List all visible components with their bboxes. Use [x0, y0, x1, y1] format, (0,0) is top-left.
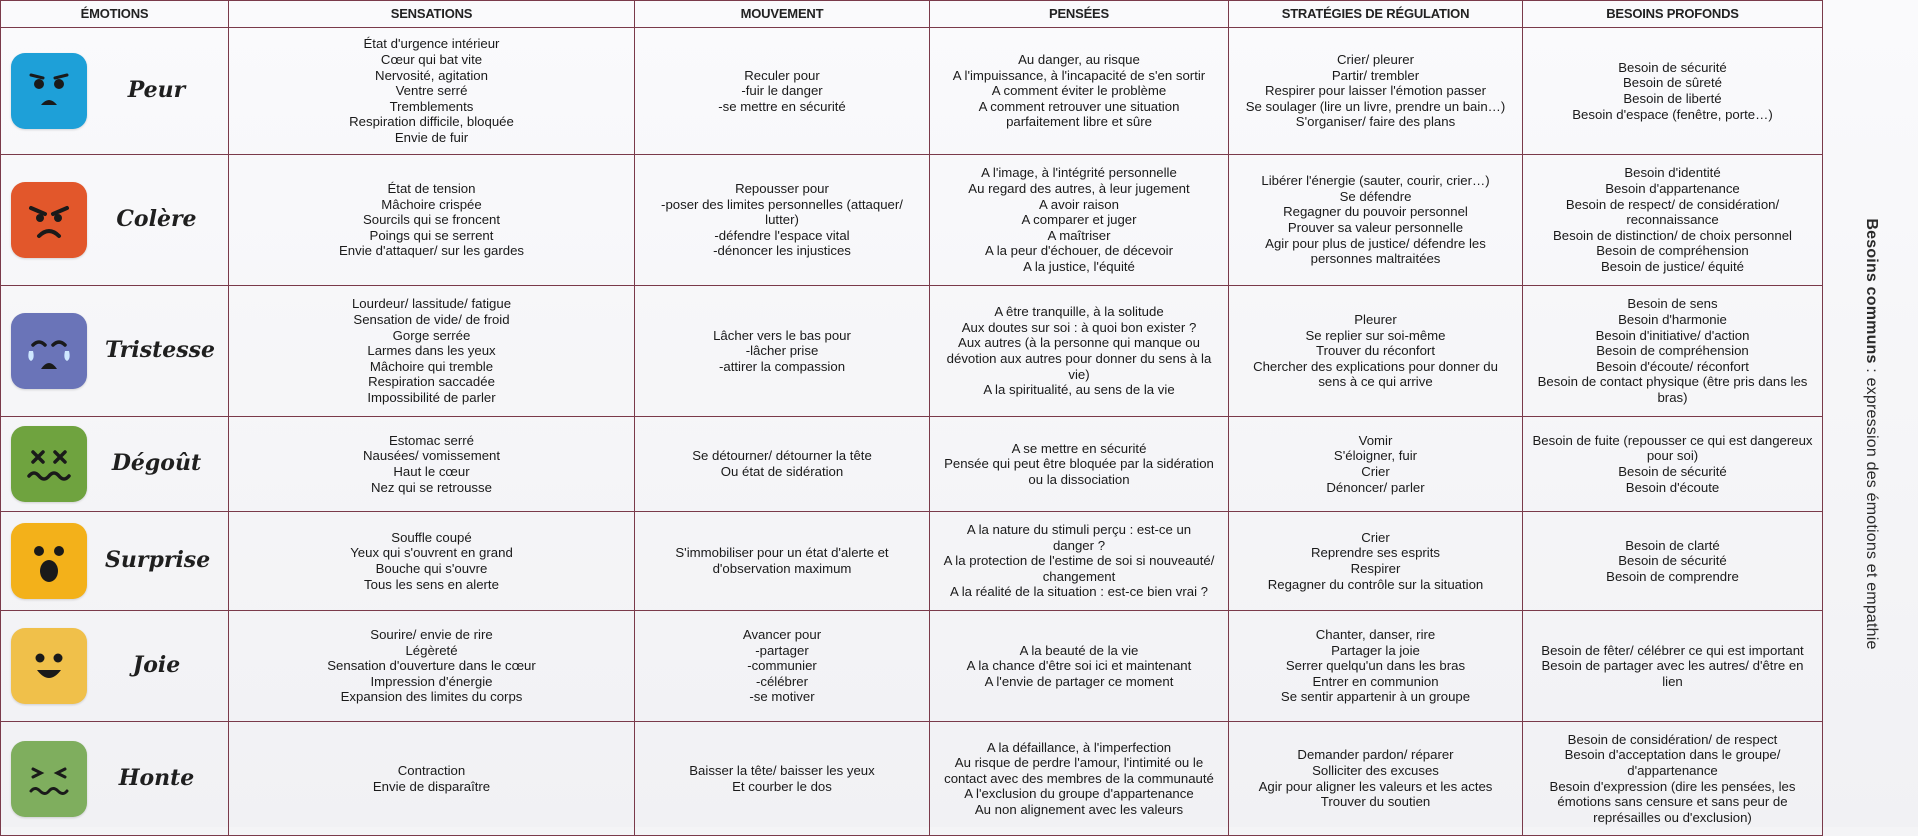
emotion-name: Joie	[132, 652, 181, 679]
pensees-cell: A se mettre en sécurité Pensée qui peut être bloquée par la sidération ou la dissociation	[930, 417, 1229, 512]
strategies-cell: Crier/ pleurer Partir/ trembler Respirer pour laisser l'émotion passer Se soulager (lire un livre, prendre un bain…) S'organiser/ faire des plans	[1229, 28, 1523, 155]
besoins-cell: Besoin de considération/ de respect Besoin d'acceptation dans le groupe/ d'appartenance Besoin d'expression (dire les pensées, les émotions sans censure et sans peur de représailles ou d'exclusion)	[1523, 722, 1823, 836]
scared-face-icon	[11, 53, 87, 129]
pensees-cell: A l'image, à l'intégrité personnelle Au regard des autres, à leur jugement A avoir raison A comparer et juger A maîtriser A la peur d'échouer, de décevoir A la justice, l'équité	[930, 155, 1229, 286]
sensations-cell: Estomac serré Nausées/ vomissement Haut le cœur Nez qui se retrousse	[229, 417, 635, 512]
emotion-row	[1, 611, 1823, 722]
strategies-cell: Libérer l'énergie (sauter, courir, crier…) Se défendre Regagner du pouvoir personnel Prouver sa valeur personnelle Agir pour plus de justice/ défendre les personnes maltraitées	[1229, 155, 1523, 286]
mouvement-cell: S'immobiliser pour un état d'alerte et d'observation maximum	[635, 512, 930, 611]
ashamed-face-icon	[11, 741, 87, 817]
header-pensees: PENSÉES	[930, 1, 1229, 28]
crying-face-icon	[11, 313, 87, 389]
sensations-cell: État de tension Mâchoire crispée Sourcils qui se froncent Poings qui se serrent Envie d'attaquer/ sur les gardes	[229, 155, 635, 286]
besoins-cell: Besoin de fuite (repousser ce qui est dangereux pour soi) Besoin de sécurité Besoin d'écoute	[1523, 417, 1823, 512]
header-strategies: STRATÉGIES DE RÉGULATION	[1229, 1, 1523, 28]
header-mouvement: MOUVEMENT	[635, 1, 930, 28]
emotion-name: Tristesse	[105, 337, 216, 364]
pensees-cell: A la défaillance, à l'imperfection Au risque de perdre l'amour, l'intimité ou le contact avec des membres de la communauté A l'exclusion du groupe d'appartenance Au non alignement avec les valeurs	[930, 722, 1229, 836]
besoins-cell: Besoin de sécurité Besoin de sûreté Besoin de liberté Besoin d'espace (fenêtre, porte…)	[1523, 28, 1823, 155]
header-emotions: ÉMOTIONS	[1, 1, 229, 28]
side-panel	[1822, 34, 1918, 827]
emotion-cell	[1, 417, 229, 512]
besoins-cell: Besoin de sens Besoin d'harmonie Besoin d'initiative/ d'action Besoin de compréhension Besoin d'écoute/ réconfort Besoin de contact physique (être pris dans les bras)	[1523, 286, 1823, 417]
emotion-row	[1, 28, 1823, 155]
besoins-cell: Besoin de clarté Besoin de sécurité Besoin de comprendre	[1523, 512, 1823, 611]
besoins-cell: Besoin d'identité Besoin d'appartenance Besoin de respect/ de considération/ reconnaissance Besoin de distinction/ de choix personnel Besoin de compréhension Besoin de justice/ équité	[1523, 155, 1823, 286]
emotion-row	[1, 286, 1823, 417]
mouvement-cell: Lâcher vers le bas pour -lâcher prise -attirer la compassion	[635, 286, 930, 417]
header-row	[1, 1, 1823, 28]
emotion-cell	[1, 611, 229, 722]
emotion-cell	[1, 28, 229, 155]
strategies-cell: Demander pardon/ réparer Solliciter des excuses Agir pour aligner les valeurs et les actes Trouver du soutien	[1229, 722, 1523, 836]
header-sensations: SENSATIONS	[229, 1, 635, 28]
mouvement-cell: Reculer pour -fuir le danger -se mettre en sécurité	[635, 28, 930, 155]
pensees-cell: Au danger, au risque A l'impuissance, à l'incapacité de s'en sortir A comment éviter le problème A comment retrouver une situation parfaitement libre et sûre	[930, 28, 1229, 155]
emotion-cell	[1, 512, 229, 611]
emotion-row	[1, 155, 1823, 286]
besoins-cell: Besoin de fêter/ célébrer ce qui est important Besoin de partager avec les autres/ d'être en lien	[1523, 611, 1823, 722]
emotion-name: Colère	[116, 206, 197, 233]
mouvement-cell: Baisser la tête/ baisser les yeux Et courber le dos	[635, 722, 930, 836]
angry-face-icon	[11, 182, 87, 258]
side-label	[1862, 218, 1880, 649]
emotion-name: Honte	[118, 764, 195, 791]
sensations-cell: État d'urgence intérieur Cœur qui bat vite Nervosité, agitation Ventre serré Tremblements Respiration difficile, bloquée Envie de fuir	[229, 28, 635, 155]
pensees-cell: A la beauté de la vie A la chance d'être soi ici et maintenant A l'envie de partager ce moment	[930, 611, 1229, 722]
emotion-name: Peur	[127, 77, 186, 104]
surprised-face-icon	[11, 523, 87, 599]
disgusted-face-icon	[11, 426, 87, 502]
strategies-cell: Pleurer Se replier sur soi-même Trouver du réconfort Chercher des explications pour donner du sens à ce qui arrive	[1229, 286, 1523, 417]
mouvement-cell: Se détourner/ détourner la tête Ou état de sidération	[635, 417, 930, 512]
emotion-cell	[1, 155, 229, 286]
pensees-cell: A être tranquille, à la solitude Aux doutes sur soi : à quoi bon exister ? Aux autres (à la personne qui manque ou dévotion aux autres pour donner du sens à la vie) A la spiritualité, au sens de la vie	[930, 286, 1229, 417]
strategies-cell: Chanter, danser, rire Partager la joie Serrer quelqu'un dans les bras Entrer en communion Se sentir appartenir à un groupe	[1229, 611, 1523, 722]
smiling-face-icon	[11, 628, 87, 704]
sensations-cell: Souffle coupé Yeux qui s'ouvrent en grand Bouche qui s'ouvre Tous les sens en alerte	[229, 512, 635, 611]
emotion-cell	[1, 722, 229, 836]
emotion-name: Dégoût	[111, 450, 202, 477]
sensations-cell: Contraction Envie de disparaître	[229, 722, 635, 836]
sensations-cell: Lourdeur/ lassitude/ fatigue Sensation de vide/ de froid Gorge serrée Larmes dans les yeux Mâchoire qui tremble Respiration saccadée Impossibilité de parler	[229, 286, 635, 417]
header-besoins: BESOINS PROFONDS	[1523, 1, 1823, 28]
emotion-cell	[1, 286, 229, 417]
emotion-row	[1, 512, 1823, 611]
strategies-cell: Vomir S'éloigner, fuir Crier Dénoncer/ parler	[1229, 417, 1523, 512]
side-label-rest: : expression des émotions et empathie	[1863, 363, 1880, 650]
sensations-cell: Sourire/ envie de rire Légèreté Sensation d'ouverture dans le cœur Impression d'énergie Expansion des limites du corps	[229, 611, 635, 722]
emotion-name: Surprise	[105, 547, 211, 574]
pensees-cell: A la nature du stimuli perçu : est-ce un danger ? A la protection de l'estime de soi si nouveauté/ changement A la réalité de la situation : est-ce bien vrai ?	[930, 512, 1229, 611]
mouvement-cell: Avancer pour -partager -communier -célébrer -se motiver	[635, 611, 930, 722]
side-label-bold: Besoins communs	[1863, 218, 1880, 364]
mouvement-cell: Repousser pour -poser des limites personnelles (attaquer/ lutter) -défendre l'espace vital -dénoncer les injustices	[635, 155, 930, 286]
emotion-row	[1, 722, 1823, 836]
emotion-row	[1, 417, 1823, 512]
strategies-cell: Crier Reprendre ses esprits Respirer Regagner du contrôle sur la situation	[1229, 512, 1523, 611]
